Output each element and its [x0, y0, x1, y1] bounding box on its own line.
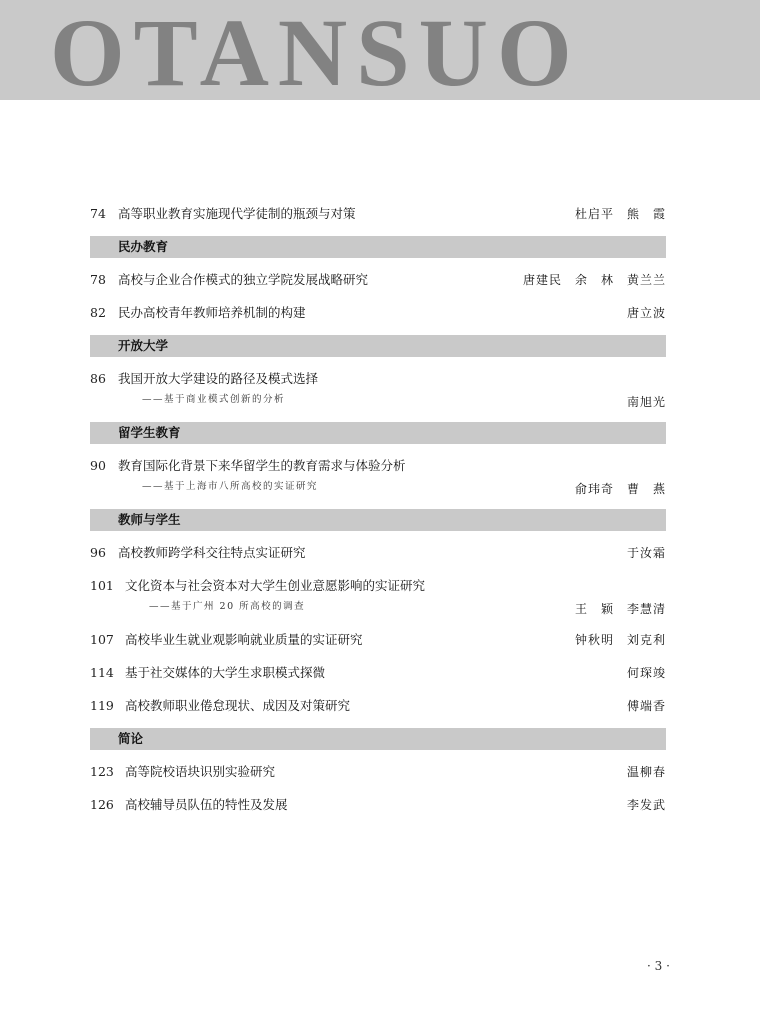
section-label: 留学生教育 [118, 425, 181, 440]
entry-subtitle: ——基于商业模式创新的分析 [142, 394, 286, 405]
header-banner [0, 0, 760, 100]
entry-authors: 王 颖 李慧清 [574, 602, 666, 616]
entry-title[interactable]: 高校毕业生就业观影响就业质量的实证研究 [125, 632, 363, 647]
entry-title[interactable]: 高校辅导员队伍的特性及发展 [125, 797, 288, 812]
entry-title[interactable]: 高校教师职业倦怠现状、成因及对策研究 [125, 698, 351, 713]
entry-page-number: 123 [90, 764, 114, 779]
entry-title[interactable]: 高校与企业合作模式的独立学院发展战略研究 [118, 272, 369, 287]
table-of-contents [90, 200, 666, 824]
entry-title[interactable]: 高等院校语块识别实验研究 [125, 764, 276, 779]
toc-entry[interactable] [90, 452, 666, 506]
toc-entry[interactable] [90, 626, 666, 659]
entry-authors: 唐建民 余 林 黄兰兰 [522, 273, 666, 287]
toc-entry[interactable] [90, 365, 666, 419]
section-header [90, 335, 666, 357]
entry-authors: 李发武 [626, 798, 666, 812]
entry-page-number: 107 [90, 632, 114, 647]
entry-page-number: 90 [90, 458, 106, 473]
section-header [90, 509, 666, 531]
toc-entry[interactable] [90, 539, 666, 572]
entry-page-number: 74 [90, 206, 106, 221]
entry-page-number: 82 [90, 305, 106, 320]
toc-entry[interactable] [90, 572, 666, 626]
entry-authors: 唐立波 [626, 306, 666, 320]
entry-subtitle: ——基于广州 20 所高校的调查 [149, 601, 306, 612]
section-label: 简论 [118, 731, 144, 746]
entry-authors: 杜启平 熊 霞 [574, 207, 666, 221]
entry-title[interactable]: 我国开放大学建设的路径及模式选择 [118, 371, 319, 386]
toc-entry[interactable] [90, 299, 666, 332]
banner-title: OTANSUO [50, 0, 581, 100]
entry-authors: 俞玮奇 曹 燕 [574, 482, 666, 496]
entry-authors: 钟秋明 刘克利 [574, 633, 666, 647]
entry-page-number: 114 [90, 665, 114, 680]
toc-entry[interactable] [90, 200, 666, 233]
entry-title[interactable]: 基于社交媒体的大学生求职模式探微 [125, 665, 326, 680]
toc-entry[interactable] [90, 692, 666, 725]
entry-authors: 傅端香 [626, 699, 666, 713]
entry-authors: 温柳春 [626, 765, 666, 779]
section-header [90, 422, 666, 444]
entry-title[interactable]: 民办高校青年教师培养机制的构建 [118, 305, 306, 320]
toc-entry[interactable] [90, 659, 666, 692]
entry-page-number: 119 [90, 698, 114, 713]
entry-title[interactable]: 文化资本与社会资本对大学生创业意愿影响的实证研究 [125, 578, 426, 593]
toc-entry[interactable] [90, 758, 666, 791]
entry-authors: 何琛竣 [626, 666, 666, 680]
entry-page-number: 101 [90, 578, 114, 593]
section-label: 教师与学生 [118, 512, 181, 527]
entry-authors: 南旭光 [626, 395, 666, 409]
section-label: 开放大学 [118, 338, 169, 353]
section-header [90, 236, 666, 258]
entry-page-number: 96 [90, 545, 106, 560]
entry-title[interactable]: 高校教师跨学科交往特点实证研究 [118, 545, 306, 560]
entry-page-number: 78 [90, 272, 106, 287]
page-number: · 3 · [647, 959, 670, 973]
section-header [90, 728, 666, 750]
entry-title[interactable]: 教育国际化背景下来华留学生的教育需求与体验分析 [118, 458, 406, 473]
section-label: 民办教育 [118, 239, 169, 254]
toc-entry[interactable] [90, 791, 666, 824]
entry-title[interactable]: 高等职业教育实施现代学徒制的瓶颈与对策 [118, 206, 356, 221]
entry-authors: 于汝霜 [626, 546, 666, 560]
entry-page-number: 126 [90, 797, 114, 812]
entry-subtitle: ——基于上海市八所高校的实证研究 [142, 481, 319, 492]
entry-page-number: 86 [90, 371, 106, 386]
toc-entry[interactable] [90, 266, 666, 299]
